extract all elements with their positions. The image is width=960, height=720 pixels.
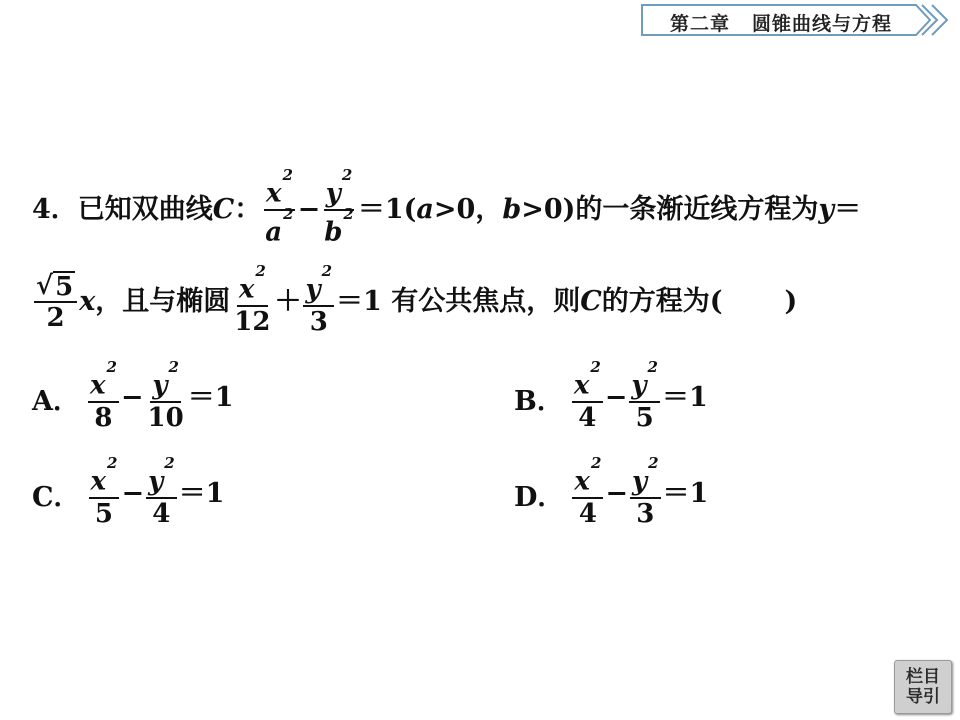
q1-cond1: >0，: [433, 193, 503, 225]
option-b-frac-1: $\frac{x^2}{4}$: [573, 358, 601, 433]
chapter-number: 第二章: [670, 13, 731, 35]
q2-eq-text: ＝1 有公共焦点，则: [336, 286, 581, 318]
q1-fraction-x2-a2: $\frac{x^2}{a^2}$: [265, 166, 294, 248]
question-line-2: [32, 262, 798, 337]
option-c-frac-1: $\frac{x^2}{5}$: [90, 454, 118, 529]
option-d-frac-2: $\frac{y^2}{3}$: [632, 454, 659, 529]
option-c[interactable]: [32, 454, 225, 529]
option-d[interactable]: [514, 454, 709, 529]
option-a-frac-2: $\frac{y^2}{10}$: [147, 358, 184, 433]
q2-plus: ＋: [274, 286, 302, 318]
q2-tail: 的方程为(: [601, 286, 723, 318]
chapter-title: 圆锥曲线与方程: [752, 13, 893, 35]
option-d-rhs: ＝1: [662, 478, 709, 510]
chapter-header: [640, 3, 956, 37]
q2-sqrt5-over-2: √ 5 2: [34, 271, 77, 333]
q2-fraction-y2-3: $\frac{y^2}{3}$: [305, 262, 333, 337]
nav-label-line-2: 导引: [906, 687, 940, 707]
q2-close-paren: ): [784, 286, 798, 318]
q1-var-a: a: [416, 193, 434, 225]
q1-var-C: C: [212, 193, 235, 225]
option-c-minus: −: [121, 478, 145, 510]
q1-eq: ＝1(: [357, 193, 417, 225]
q2-var-x: x: [79, 286, 96, 318]
q1-minus: −: [297, 193, 321, 225]
q1-colon: ：: [234, 193, 262, 225]
q2-fraction-x2-12: $\frac{x^2}{12}$: [234, 262, 271, 337]
option-b-rhs: ＝1: [661, 382, 708, 414]
option-d-label: D．: [514, 481, 565, 513]
option-b-label: B．: [514, 385, 564, 417]
option-b-minus: −: [604, 382, 628, 414]
q1-cond2: >0)的一条渐近线方程为: [521, 193, 819, 225]
option-b-frac-2: $\frac{y^2}{5}$: [631, 358, 658, 433]
q2-var-C: C: [580, 286, 602, 318]
option-c-label: C．: [32, 481, 81, 513]
option-a-label: A．: [32, 385, 80, 417]
option-b[interactable]: [514, 358, 708, 433]
q1-var-y: y: [818, 193, 835, 225]
option-a-frac-1: $\frac{x^2}{8}$: [89, 358, 117, 433]
option-a[interactable]: [32, 358, 234, 433]
q1-fraction-y2-b2: $\frac{y^2}{b^2}$: [324, 166, 354, 248]
q1-var-b: b: [502, 193, 522, 225]
option-c-frac-2: $\frac{y^2}{4}$: [148, 454, 175, 529]
nav-label-line-1: 栏目: [906, 667, 940, 687]
option-d-minus: −: [605, 478, 628, 510]
question-line-1: [32, 166, 862, 248]
question-number: 4．: [32, 193, 78, 225]
column-guide-button[interactable]: [894, 660, 952, 714]
option-d-frac-1: $\frac{x^2}{4}$: [574, 454, 602, 529]
option-c-rhs: ＝1: [178, 478, 225, 510]
q1-tail: ＝: [834, 193, 862, 225]
option-a-minus: −: [120, 382, 144, 414]
q2-mid-text: ，且与椭圆: [95, 286, 231, 318]
option-a-rhs: ＝1: [187, 382, 234, 414]
q1-text-pre: 已知双曲线: [77, 193, 213, 225]
